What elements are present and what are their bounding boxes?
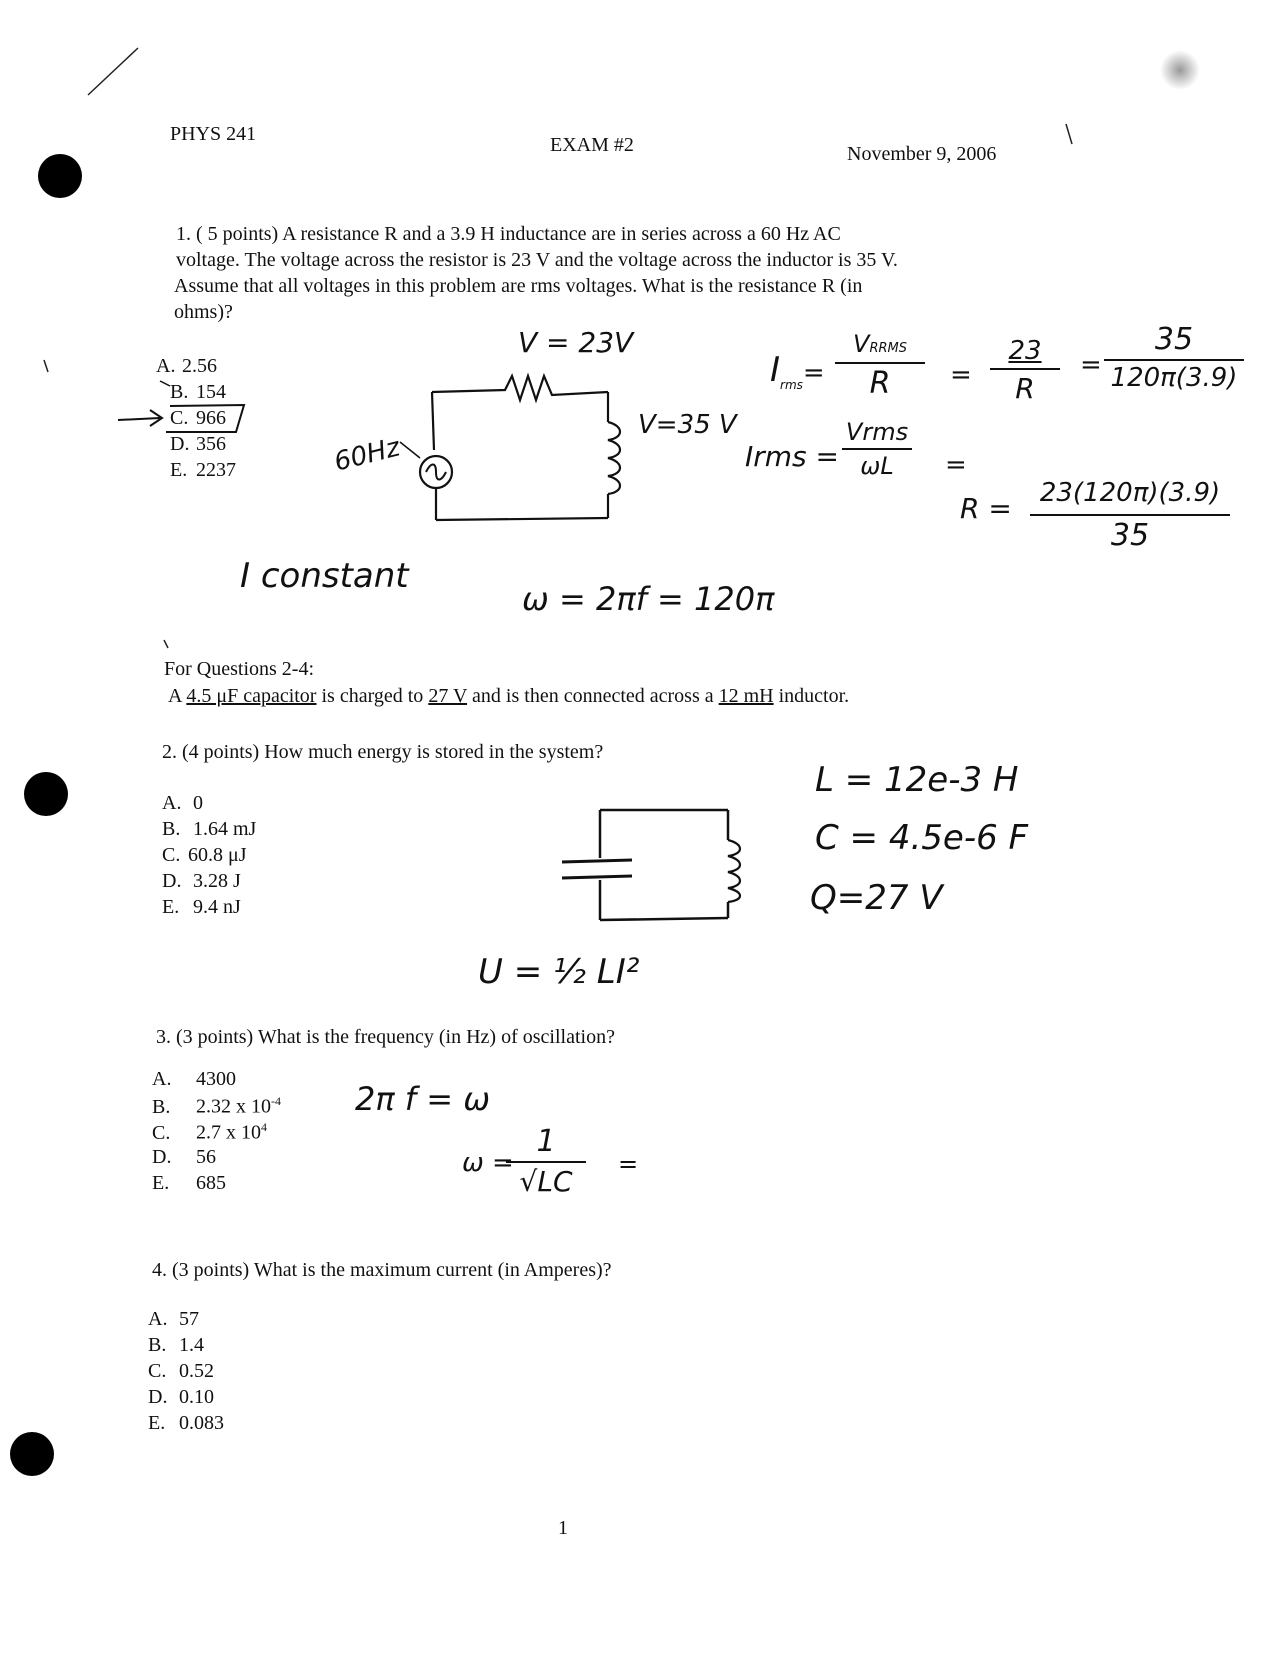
q1-note-source: 60Hz [331, 432, 403, 478]
q1-note-frac-35: 35 120π(3.9) [1104, 322, 1244, 393]
q1-note-omega: ω = 2πf = 120π [522, 580, 775, 618]
q2to4-setup: A 4.5 μF capacitor is charged to 27 V and is then connected across a 12 mH inductor. [168, 685, 850, 707]
q3-choice-d[interactable]: D. 56 [152, 1146, 216, 1168]
q1-choice-a[interactable]: A. 2.56 [156, 355, 217, 377]
q1-note-r-fraction: 23(120π)(3.9) 35 [1030, 478, 1230, 553]
exam-title: EXAM #2 [550, 134, 634, 156]
q3-choice-b[interactable]: B. 2.32 x $10^{-4}$ [152, 1094, 281, 1118]
q2-choice-d[interactable]: D. 3.28 J [162, 870, 241, 892]
q2-note-l: L = 12e-3 H [815, 760, 1019, 800]
course-code: PHYS 241 [170, 123, 257, 145]
q1-choice-d[interactable]: D. 356 [170, 433, 226, 455]
q2-note-u: U = ½ LI² [478, 952, 640, 992]
q2-prompt: 2. (4 points) How much energy is stored in the system? [162, 741, 604, 763]
q1-note-irms-bottom: Irms = [745, 440, 839, 473]
q3-note-two-pi-f: 2π f = ω [355, 1080, 491, 1118]
q3-note-omega-fraction: 1 √LC [506, 1124, 586, 1198]
q2-choice-c[interactable]: C. 60.8 μJ [162, 844, 247, 866]
q4-choice-a[interactable]: A. 57 [148, 1308, 199, 1330]
q4-prompt: 4. (3 points) What is the maximum current (in Amperes)? [152, 1259, 612, 1281]
q2-note-c: C = 4.5e-6 F [815, 818, 1029, 858]
q1-prompt-line-3: Assume that all voltages in this problem are rms voltages. What is the resistance R (in [174, 275, 863, 297]
q4-choice-e[interactable]: E. 0.083 [148, 1412, 224, 1434]
q2-note-q: Q=27 V [810, 878, 943, 918]
q1-prompt-line-2: voltage. The voltage across the resistor is 23 V and the voltage across the inductor is 35 V. [176, 249, 898, 271]
q1-note-irms-top: $I_{rms}=$ [770, 350, 825, 392]
exam-date: November 9, 2006 [847, 143, 997, 165]
q2to4-heading: For Questions 2-4: [164, 658, 314, 680]
q4-choice-b[interactable]: B. 1.4 [148, 1334, 204, 1356]
q1-prompt-line-4: ohms)? [174, 301, 233, 323]
q3-note-omega-eq: = [618, 1150, 639, 1178]
q2-choice-a[interactable]: A. 0 [162, 792, 203, 814]
q1-note-eq2: = [1080, 350, 1102, 380]
q3-note-omega-label: ω = [462, 1148, 514, 1178]
q1-choice-e[interactable]: E. 2237 [170, 459, 236, 481]
q1-note-irms-top-fraction: VRRMS R [835, 330, 925, 401]
q3-choice-c[interactable]: C. 2.7 x $10^4$ [152, 1120, 267, 1144]
q1-note-eq1: = [950, 360, 972, 390]
q1-note-frac-23-r: $\frac{23}{R}$ [990, 336, 1060, 405]
q1-note-irms-bottom-fraction: Vrms ωL [842, 418, 912, 480]
q1-choice-c[interactable]: C. 966 [170, 407, 226, 429]
q4-choice-c[interactable]: C. 0.52 [148, 1360, 214, 1382]
q1-note-v-inductor: V=35 V [638, 410, 737, 440]
q3-choice-a[interactable]: A. 4300 [152, 1068, 236, 1090]
q1-choice-b[interactable]: B. 154 [170, 381, 226, 403]
q3-choice-e[interactable]: E. 685 [152, 1172, 226, 1194]
q1-note-r-label: R = [960, 492, 1012, 525]
q2-choice-e[interactable]: E. 9.4 nJ [162, 896, 241, 918]
q1-note-eq3: = [945, 450, 967, 480]
q1-note-v-resistor: V = 23V [518, 326, 634, 359]
q1-note-i-constant: I constant [240, 556, 409, 596]
q1-prompt-line-1: 1. ( 5 points) A resistance R and a 3.9 H inductance are in series across a 60 Hz AC [176, 223, 841, 245]
page-number: 1 [558, 1517, 568, 1539]
q2-choice-b[interactable]: B. 1.64 mJ [162, 818, 257, 840]
q4-choice-d[interactable]: D. 0.10 [148, 1386, 214, 1408]
q3-prompt: 3. (3 points) What is the frequency (in Hz) of oscillation? [156, 1026, 615, 1048]
